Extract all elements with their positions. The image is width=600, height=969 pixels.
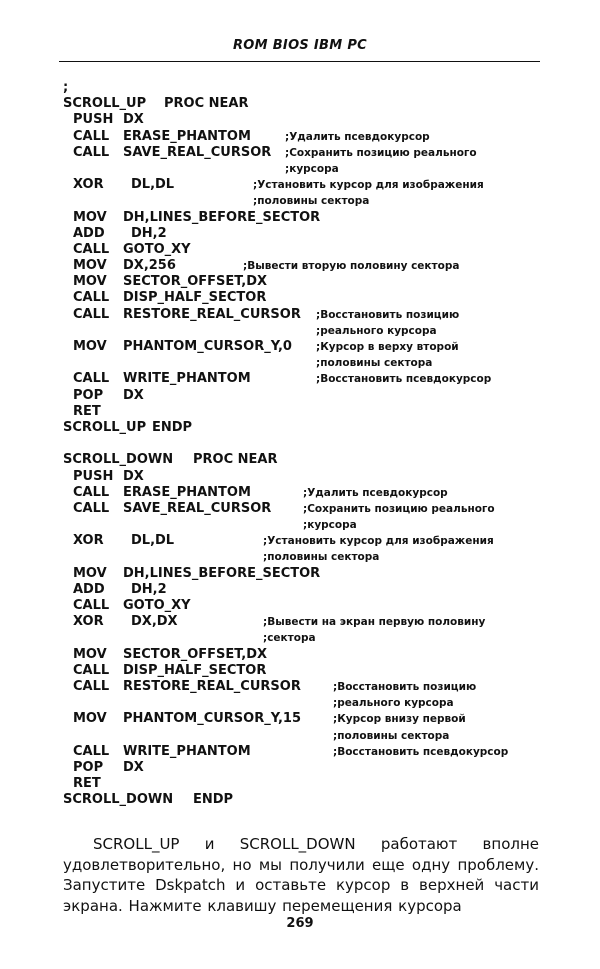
code-line — [63, 614, 543, 630]
proc-keyword: ENDP — [152, 419, 193, 435]
opcode: MOV — [73, 646, 107, 662]
opcode: CALL — [73, 598, 110, 613]
code-line — [63, 420, 543, 436]
operand: ERASE_PHANTOM — [123, 128, 251, 144]
operand: DX — [123, 112, 144, 128]
opcode: CALL — [73, 743, 110, 759]
code-line — [63, 145, 543, 161]
code-line — [63, 404, 543, 420]
code-line — [63, 226, 543, 242]
code-line — [63, 485, 543, 501]
code-line — [63, 371, 543, 387]
code-line — [63, 679, 543, 695]
opcode: ADD — [73, 225, 105, 241]
code-comment: ;сектора — [263, 632, 316, 645]
operand: DX — [123, 468, 144, 484]
opcode: RET — [73, 403, 101, 419]
proc-name: SCROLL_UP — [63, 96, 147, 112]
opcode: CALL — [73, 241, 110, 257]
operand: DH,2 — [131, 225, 167, 241]
operand: DX,DX — [131, 614, 178, 630]
opcode: MOV — [73, 711, 107, 727]
opcode: CALL — [73, 371, 110, 387]
opcode: CALL — [73, 290, 110, 306]
code-line — [63, 258, 543, 274]
code-line — [63, 776, 543, 792]
code-comment: ;Сохранить позицию реального — [303, 502, 495, 515]
code-line — [63, 388, 543, 404]
code-line — [63, 96, 543, 112]
code-line — [63, 307, 543, 323]
code-line — [63, 210, 543, 226]
code-comment: ;Установить курсор для изображения — [253, 179, 484, 192]
opcode: PUSH — [73, 468, 114, 484]
code-line — [63, 129, 543, 145]
operand: DH,LINES_BEFORE_SECTOR — [123, 565, 321, 581]
proc-keyword: ENDP — [193, 792, 234, 808]
code-line — [63, 792, 543, 808]
opcode: MOV — [73, 209, 107, 225]
operand: DL,DL — [131, 533, 175, 549]
code-line — [63, 161, 543, 177]
operand: SAVE_REAL_CURSOR — [123, 500, 272, 516]
code-line — [63, 760, 543, 776]
code-comment: ;реального курсора — [316, 324, 437, 337]
operand: SECTOR_OFFSET,DX — [123, 646, 268, 662]
operand: DISP_HALF_SECTOR — [123, 662, 267, 678]
code-comment: ;Восстановить позицию — [333, 680, 477, 693]
code-comment: ;Восстановить позицию — [316, 308, 460, 321]
code-line — [63, 566, 543, 582]
operand: WRITE_PHANTOM — [123, 743, 251, 759]
code-line — [63, 549, 543, 565]
opcode: XOR — [73, 614, 104, 630]
code-line — [63, 501, 543, 517]
opcode: CALL — [73, 500, 110, 516]
code-line — [63, 242, 543, 258]
code-line — [63, 663, 543, 679]
code-comment: ;половины сектора — [253, 195, 370, 208]
body-text — [63, 834, 539, 916]
code-comment: ;курсора — [285, 162, 339, 175]
code-line — [63, 290, 543, 306]
opcode: POP — [73, 759, 104, 775]
operand: PHANTOM_CURSOR_Y,15 — [123, 711, 302, 727]
operand: DX — [123, 759, 144, 775]
code-comment: ;Курсор в верху второй — [316, 341, 459, 353]
operand: SECTOR_OFFSET,DX — [123, 274, 268, 290]
opcode: CALL — [73, 144, 110, 160]
code-comment: ;Сохранить позицию реального — [285, 146, 477, 159]
code-comment: ;Вывести на экран первую половину — [263, 616, 486, 629]
code-comment: ;половины сектора — [333, 729, 450, 742]
code-comment: ;половины сектора — [263, 551, 380, 564]
code-comment: ;Вывести вторую половину сектора — [243, 260, 460, 273]
operand: GOTO_XY — [123, 598, 191, 613]
body-paragraph: SCROLL_UP и SCROLL_DOWN работают вполне удовлетворительно, но мы получили еще одну проблему. Запустите Dskpatch и оставьте курсор в верхней части экрана. Нажмите клавишу перемещения курсора — [63, 835, 539, 915]
operand: RESTORE_REAL_CURSOR — [123, 306, 301, 322]
code-listing — [63, 80, 543, 808]
operand: SAVE_REAL_CURSOR — [123, 144, 272, 160]
opcode: CALL — [73, 678, 110, 694]
operand: ERASE_PHANTOM — [123, 484, 251, 500]
opcode: RET — [73, 776, 101, 792]
opcode: POP — [73, 387, 104, 403]
opcode: ADD — [73, 581, 105, 597]
operand: RESTORE_REAL_CURSOR — [123, 678, 301, 694]
code-comment: ;курсора — [303, 519, 357, 532]
opcode: MOV — [73, 258, 107, 274]
page-number: 269 — [286, 916, 314, 931]
code-line — [63, 323, 543, 339]
proc-name: SCROLL_DOWN — [63, 792, 174, 808]
proc-keyword: PROC NEAR — [164, 96, 249, 112]
code-comment: ;Курсор внизу первой — [333, 713, 466, 726]
code-comment: ;Удалить псевдокурсор — [285, 130, 430, 143]
code-line — [63, 533, 543, 549]
opcode: PUSH — [73, 112, 114, 128]
code-comment: ;реального курсора — [333, 697, 454, 710]
opcode: MOV — [73, 565, 107, 581]
operand: DISP_HALF_SECTOR — [123, 290, 267, 306]
operand: DH,2 — [131, 581, 167, 597]
operand: DL,DL — [131, 177, 175, 193]
code-line — [63, 355, 543, 371]
operand: DH,LINES_BEFORE_SECTOR — [123, 209, 321, 225]
code-line — [63, 452, 543, 468]
code-line — [63, 339, 543, 355]
code-line — [63, 695, 543, 711]
code-comment: ;половины сектора — [316, 357, 433, 370]
opcode: CALL — [73, 306, 110, 322]
operand: GOTO_XY — [123, 241, 191, 257]
operand: DX — [123, 387, 144, 403]
code-line — [63, 112, 543, 128]
code-line — [63, 469, 543, 485]
proc-keyword: PROC NEAR — [193, 452, 278, 468]
opcode: CALL — [73, 484, 110, 500]
proc-name: SCROLL_DOWN — [63, 452, 174, 468]
opcode: XOR — [73, 533, 104, 549]
opcode: MOV — [73, 274, 107, 290]
code-comment: ;Установить курсор для изображения — [263, 535, 494, 548]
proc-name: SCROLL_UP — [63, 419, 147, 435]
code-line — [63, 177, 543, 193]
code-line — [63, 598, 543, 614]
code-line — [63, 728, 543, 744]
header-rule — [59, 61, 540, 62]
operand: PHANTOM_CURSOR_Y,0 — [123, 339, 292, 354]
operand: DX,256 — [123, 258, 176, 274]
code-line — [63, 744, 543, 760]
code-comment: ;Восстановить псевдокурсор — [316, 373, 492, 386]
running-header: ROM BIOS IBM PC — [233, 38, 367, 53]
code-line — [63, 630, 543, 646]
code-comment: ; — [63, 80, 69, 95]
code-line — [63, 647, 543, 663]
opcode: CALL — [73, 662, 110, 678]
opcode: CALL — [73, 128, 110, 144]
code-line — [63, 711, 543, 727]
code-line — [63, 274, 543, 290]
code-comment: ;Восстановить псевдокурсор — [333, 745, 509, 758]
code-line — [63, 582, 543, 598]
code-line — [63, 517, 543, 533]
code-line — [63, 436, 543, 452]
code-comment: ;Удалить псевдокурсор — [303, 486, 448, 499]
code-line — [63, 193, 543, 209]
opcode: XOR — [73, 177, 104, 193]
code-line — [63, 80, 543, 96]
operand: WRITE_PHANTOM — [123, 371, 251, 387]
opcode: MOV — [73, 339, 107, 354]
